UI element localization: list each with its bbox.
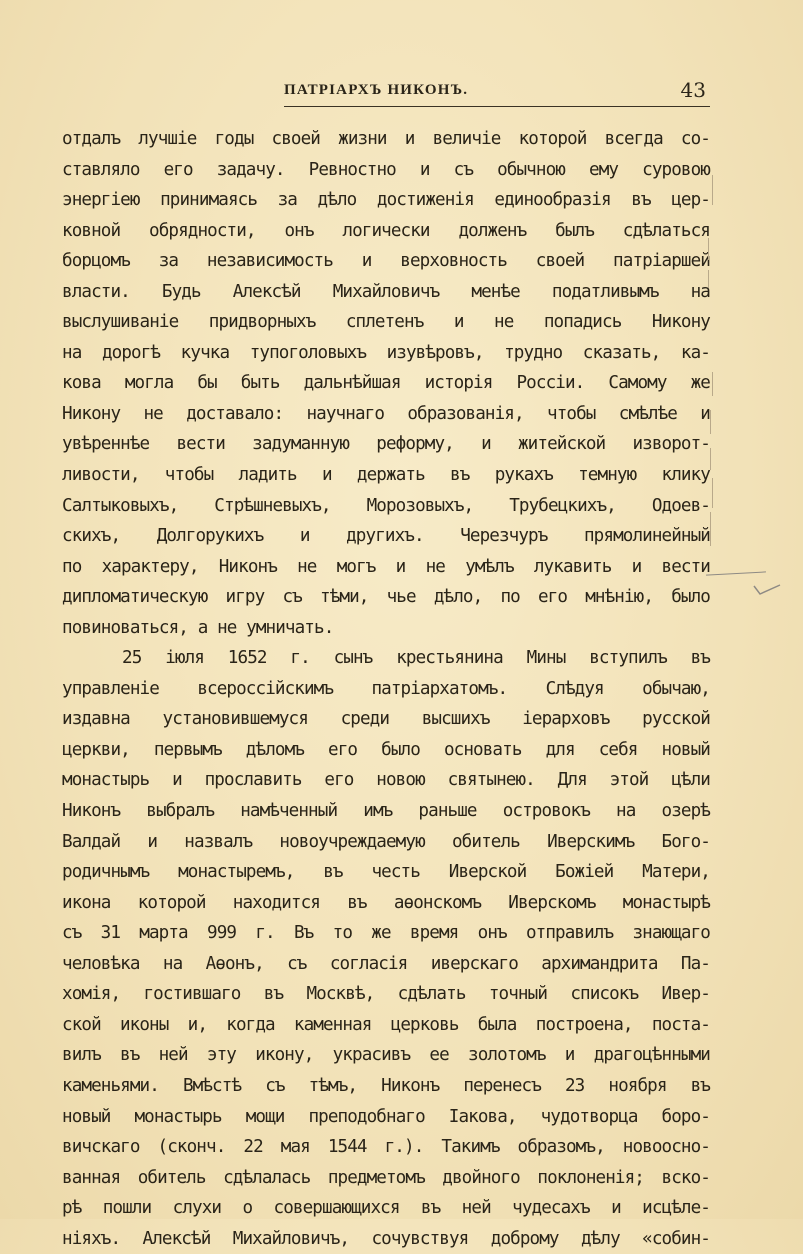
- margin-pencil-line: [708, 270, 709, 288]
- text-line: церкви, первымъ дѣломъ его было основать для себя новый: [62, 739, 710, 760]
- text-line: икона которой находится въ аѳонскомъ Иверскомъ монастырѣ: [62, 892, 710, 913]
- text-line: человѣка на Аѳонъ, съ согласія иверскаго архимандрита Па-: [62, 953, 710, 974]
- text-line: борцомъ за независимость и верховность своей патріаршей: [62, 251, 710, 272]
- text-line: хомія, гостившаго въ Москвѣ, сдѣлать точный списокъ Ивер-: [62, 984, 710, 1005]
- text-line: Валдай и назвалъ новоучреждаемую обитель Иверскимъ Бого-: [62, 831, 710, 852]
- text-line: 25 іюля 1652 г. сынъ крестьянина Мины вступилъ въ: [122, 648, 710, 669]
- header-rule: [284, 106, 710, 107]
- text-line: родичнымъ монастыремъ, въ честь Иверской Божіей Матери,: [62, 862, 710, 883]
- book-page: [62, 78, 710, 1254]
- text-line: Никонъ выбралъ намѣченный имъ раньше островокъ на озерѣ: [62, 801, 710, 822]
- margin-pencil-line: [710, 512, 711, 546]
- text-line: энергіею принимаясь за дѣло достиженія единообразія въ цер-: [62, 190, 710, 211]
- margin-pencil-line: [712, 478, 713, 508]
- margin-pencil-dash: [706, 571, 766, 575]
- text-line: отдалъ лучшіе годы своей жизни и величіе которой всегда со-: [62, 129, 710, 149]
- text-line: управленіе всероссійскимъ патріархатомъ. Слѣдуя обычаю,: [62, 678, 710, 699]
- pencil-checkmark-icon: [752, 582, 782, 596]
- body-text: [62, 124, 710, 1254]
- text-line: рѣ пошли слухи о совершающихся въ ней чудесахъ и исцѣле-: [62, 1198, 710, 1219]
- text-line: по характеру, Никонъ не могъ и не умѣлъ лукавить и вести: [62, 556, 710, 577]
- margin-pencil-line: [708, 238, 709, 260]
- paragraph-1: [62, 124, 710, 643]
- text-line: ливости, чтобы ладить и держать въ рукахъ темную клику: [62, 465, 710, 486]
- text-line: монастырь и прославить его новою святынею. Для этой цѣли: [62, 770, 710, 791]
- text-line: ской иконы и, когда каменная церковь была построена, поста-: [62, 1014, 710, 1035]
- text-line: вичскаго (сконч. 22 мая 1544 г.). Такимъ образомъ, новооснo-: [62, 1137, 710, 1158]
- text-line: выслушиваніе придворныхъ сплетенъ и не попадись Никону: [62, 312, 710, 333]
- page-number: 43: [680, 78, 706, 102]
- margin-pencil-line: [712, 372, 713, 396]
- text-line: кова могла бы быть дальнѣйшая исторія Россіи. Самому же: [62, 373, 710, 394]
- text-line: ставляло его задачу. Ревностно и съ обычною ему суровою: [62, 159, 710, 180]
- text-line: издавна установившемуся среди высшихъ іерарховъ русской: [62, 709, 710, 730]
- text-line: новый монастырь мощи преподобнаго Іакова, чудотворца боро-: [62, 1106, 710, 1127]
- text-line: власти. Будь Алексѣй Михайловичъ менѣе податливымъ на: [62, 281, 710, 302]
- text-line: ніяхъ. Алексѣй Михайловичъ, сочувствуя доброму дѣлу «собин-: [62, 1228, 710, 1249]
- margin-pencil-line: [712, 175, 713, 205]
- text-line: Салтыковыхъ, Стрѣшневыхъ, Морозовыхъ, Трубецкихъ, Одоев-: [62, 495, 710, 516]
- text-line: на дорогѣ кучка тупоголовыхъ изувѣровъ, трудно сказать, ка-: [62, 342, 710, 363]
- text-line: дипломатическую игру съ тѣми, чье дѣло, по его мнѣнію, было: [62, 587, 710, 608]
- text-line: увѣреннѣе вести задуманную реформу, и житейской изворот-: [62, 434, 710, 455]
- text-line: съ 31 марта 999 г. Въ то же время онъ отправилъ знающаго: [62, 923, 710, 944]
- running-head: [62, 78, 710, 106]
- margin-pencil-line: [710, 410, 711, 434]
- text-line: каменьями. Вмѣстѣ съ тѣмъ, Никонъ перенесъ 23 ноября въ: [62, 1075, 710, 1096]
- paragraph-2: [62, 643, 710, 1254]
- text-line: скихъ, Долгорукихъ и другихъ. Черезчуръ прямолинейный: [62, 526, 710, 547]
- text-line: ванная обитель сдѣлалась предметомъ двойного поклоненія; вско-: [62, 1167, 710, 1188]
- running-title: ПАТРІАРХЪ НИКОНЪ.: [284, 82, 469, 98]
- text-line: вилъ въ ней эту икону, украсивъ ее золотомъ и драгоцѣнными: [62, 1045, 710, 1066]
- margin-pencil-line: [710, 448, 711, 470]
- text-line: ковной обрядности, онъ логически долженъ былъ сдѣлаться: [62, 220, 710, 241]
- text-line: повиноваться, а не умничать.: [62, 617, 334, 638]
- text-line: Никону не доставало: научнаго образованія, чтобы смѣлѣе и: [62, 403, 710, 424]
